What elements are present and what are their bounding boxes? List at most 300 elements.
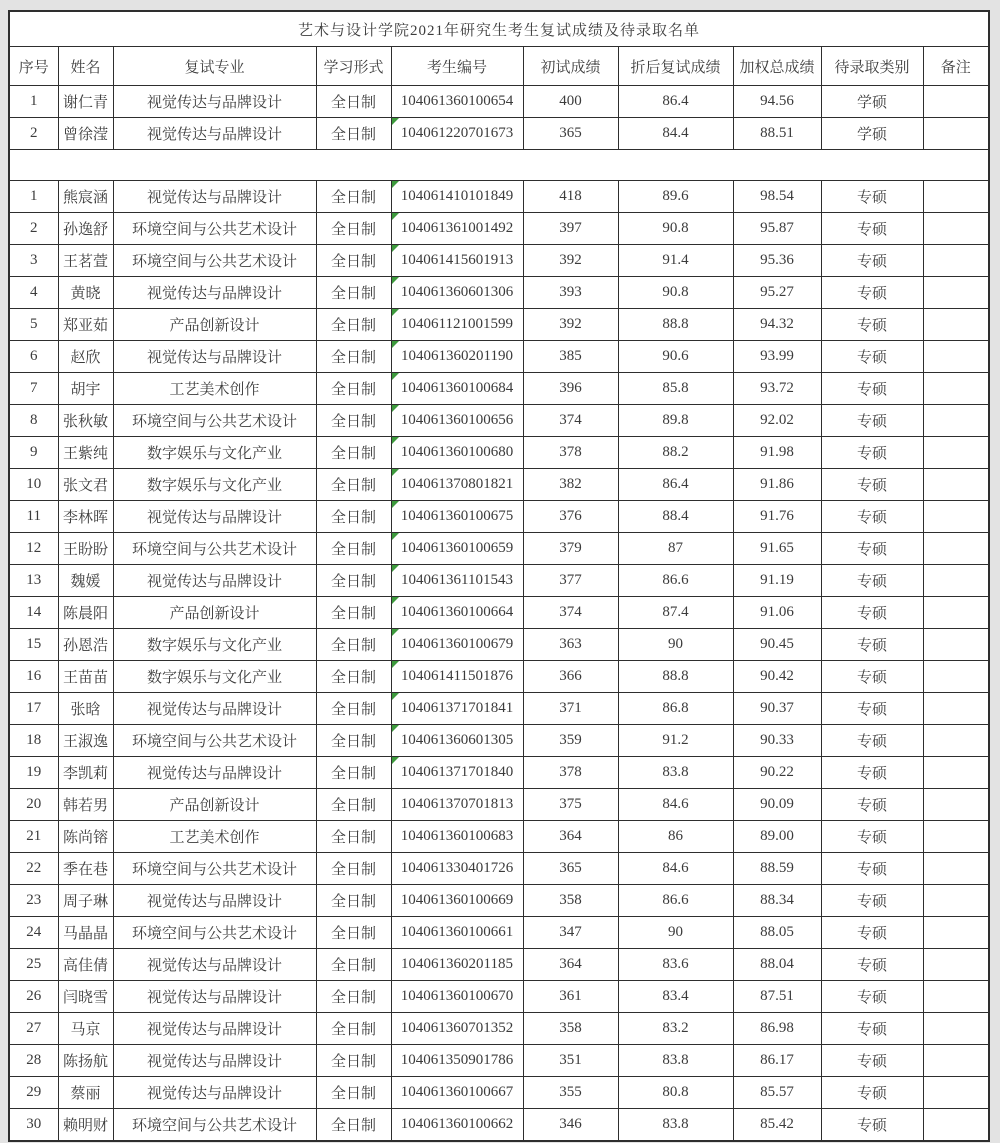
cell-name xyxy=(58,533,113,565)
cell-note xyxy=(923,789,989,821)
cell-name-text: 王苗苗 xyxy=(62,670,108,686)
cell-form xyxy=(316,181,391,213)
cell-major xyxy=(113,373,316,405)
number-stored-as-text-flag-icon xyxy=(392,725,399,732)
cell-initial-text: 366 xyxy=(559,668,582,684)
cell-category-text: 专硕 xyxy=(856,670,887,686)
cell-major xyxy=(113,405,316,437)
cell-initial-text: 347 xyxy=(559,924,582,940)
cell-id-text: 104061360601306 xyxy=(400,284,514,300)
cell-major-text: 视觉传达与品牌设计 xyxy=(146,1022,282,1038)
cell-major-text: 视觉传达与品牌设计 xyxy=(146,1054,282,1070)
cell-seq xyxy=(9,821,58,853)
cell-form-text: 全日制 xyxy=(330,127,376,143)
cell-name-text: 马京 xyxy=(70,1022,101,1038)
column-header-id: 考生编号 xyxy=(391,47,523,86)
cell-retest-text: 83.8 xyxy=(662,1116,689,1132)
cell-note xyxy=(923,309,989,341)
cell-id-text: 104061361101543 xyxy=(401,572,513,588)
cell-initial-text: 418 xyxy=(559,188,582,204)
cell-seq-text: 3 xyxy=(30,252,38,268)
cell-seq-text: 8 xyxy=(30,412,38,428)
cell-weighted xyxy=(733,597,821,629)
cell-name xyxy=(58,245,113,277)
cell-initial xyxy=(523,789,618,821)
column-header-name: 姓名 xyxy=(58,47,113,86)
cell-note xyxy=(923,405,989,437)
cell-id xyxy=(391,181,523,213)
cell-form xyxy=(316,597,391,629)
cell-initial-text: 392 xyxy=(559,252,582,268)
cell-weighted xyxy=(733,277,821,309)
cell-seq xyxy=(9,469,58,501)
cell-major xyxy=(113,501,316,533)
cell-weighted-text: 85.42 xyxy=(760,1116,794,1132)
cell-id-text: 104061415601913 xyxy=(400,252,514,268)
cell-name-text: 马晶晶 xyxy=(62,926,108,942)
cell-id-text: 104061330401726 xyxy=(400,860,514,876)
cell-form-text: 全日制 xyxy=(330,222,376,238)
cell-major xyxy=(113,885,316,917)
cell-retest-text: 83.4 xyxy=(662,988,689,1004)
cell-name xyxy=(58,853,113,885)
cell-category-text: 专硕 xyxy=(856,1022,887,1038)
cell-initial-text: 376 xyxy=(559,508,582,524)
cell-name-text: 曾徐滢 xyxy=(62,127,108,143)
cell-initial xyxy=(523,341,618,373)
cell-seq-text: 7 xyxy=(30,380,38,396)
cell-category xyxy=(821,917,923,949)
cell-category-text: 专硕 xyxy=(856,894,887,910)
cell-name xyxy=(58,629,113,661)
cell-major-text: 数字娱乐与文化产业 xyxy=(146,478,282,494)
cell-weighted xyxy=(733,437,821,469)
cell-form-text: 全日制 xyxy=(330,766,376,782)
cell-initial-text: 363 xyxy=(559,636,582,652)
cell-retest xyxy=(618,437,733,469)
cell-id-text: 104061350901786 xyxy=(400,1052,514,1068)
cell-major-text: 视觉传达与品牌设计 xyxy=(146,894,282,910)
cell-seq xyxy=(9,949,58,981)
cell-seq xyxy=(9,533,58,565)
cell-seq xyxy=(9,629,58,661)
cell-form-text: 全日制 xyxy=(330,830,376,846)
cell-initial xyxy=(523,118,618,150)
cell-id xyxy=(391,565,523,597)
cell-weighted-text: 95.27 xyxy=(760,284,794,300)
cell-major-text: 视觉传达与品牌设计 xyxy=(146,702,282,718)
cell-id-text: 104061220701673 xyxy=(400,125,514,141)
cell-major-text: 环境空间与公共艺术设计 xyxy=(131,734,297,750)
cell-category xyxy=(821,757,923,789)
cell-seq xyxy=(9,853,58,885)
cell-retest-text: 88.8 xyxy=(662,316,689,332)
cell-note xyxy=(923,1013,989,1045)
table-row xyxy=(9,725,989,757)
page-title: 艺术与设计学院2021年研究生考生复试成绩及待录取名单 xyxy=(9,11,989,47)
cell-major-text: 数字娱乐与文化产业 xyxy=(146,670,282,686)
cell-retest-text: 80.8 xyxy=(662,1084,689,1100)
number-stored-as-text-flag-icon xyxy=(392,213,399,220)
cell-category xyxy=(821,309,923,341)
separator-cell xyxy=(9,150,989,181)
cell-name-text: 张秋敏 xyxy=(62,414,108,430)
number-stored-as-text-flag-icon xyxy=(392,277,399,284)
cell-seq xyxy=(9,245,58,277)
cell-category-text: 专硕 xyxy=(856,542,887,558)
cell-note xyxy=(923,86,989,118)
cell-category xyxy=(821,693,923,725)
cell-weighted-text: 86.98 xyxy=(760,1020,794,1036)
cell-name xyxy=(58,789,113,821)
table-row xyxy=(9,565,989,597)
cell-initial-text: 375 xyxy=(559,796,582,812)
cell-major xyxy=(113,1013,316,1045)
cell-name-text: 黄晓 xyxy=(70,286,101,302)
cell-name xyxy=(58,661,113,693)
cell-note xyxy=(923,725,989,757)
cell-retest xyxy=(618,789,733,821)
cell-initial xyxy=(523,469,618,501)
cell-name-text: 孙恩浩 xyxy=(62,638,108,654)
cell-initial xyxy=(523,757,618,789)
cell-name xyxy=(58,213,113,245)
cell-seq xyxy=(9,917,58,949)
cell-seq-text: 19 xyxy=(26,764,42,780)
cell-retest-text: 90 xyxy=(668,636,683,652)
cell-weighted-text: 90.09 xyxy=(760,796,794,812)
cell-category-text: 专硕 xyxy=(856,414,887,430)
cell-category-text: 专硕 xyxy=(856,734,887,750)
table-row xyxy=(9,213,989,245)
cell-form xyxy=(316,1077,391,1109)
cell-initial xyxy=(523,1045,618,1077)
column-header-retest: 折后复试成绩 xyxy=(618,47,733,86)
cell-weighted-text: 91.98 xyxy=(760,444,794,460)
cell-form xyxy=(316,1109,391,1142)
cell-retest xyxy=(618,533,733,565)
cell-retest xyxy=(618,565,733,597)
cell-category xyxy=(821,118,923,150)
number-stored-as-text-flag-icon xyxy=(392,341,399,348)
cell-category-text: 专硕 xyxy=(856,254,887,270)
cell-category xyxy=(821,661,923,693)
cell-id-text: 104061360100656 xyxy=(400,412,514,428)
cell-initial-text: 396 xyxy=(559,380,582,396)
cell-note xyxy=(923,1109,989,1142)
cell-id-text: 104061360100684 xyxy=(400,380,514,396)
number-stored-as-text-flag-icon xyxy=(392,245,399,252)
cell-note xyxy=(923,853,989,885)
cell-retest-text: 86.4 xyxy=(662,93,689,109)
cell-major xyxy=(113,917,316,949)
cell-id xyxy=(391,597,523,629)
cell-major xyxy=(113,118,316,150)
cell-name-text: 蔡丽 xyxy=(70,1086,101,1102)
cell-note xyxy=(923,629,989,661)
cell-weighted xyxy=(733,853,821,885)
cell-seq xyxy=(9,1013,58,1045)
cell-seq-text: 2 xyxy=(30,220,38,236)
cell-initial-text: 374 xyxy=(559,412,582,428)
number-stored-as-text-flag-icon xyxy=(392,693,399,700)
cell-seq xyxy=(9,597,58,629)
cell-retest xyxy=(618,118,733,150)
cell-seq-text: 24 xyxy=(26,924,42,940)
cell-retest xyxy=(618,597,733,629)
cell-initial xyxy=(523,213,618,245)
cell-form-text: 全日制 xyxy=(330,318,376,334)
cell-seq-text: 28 xyxy=(26,1052,42,1068)
cell-id xyxy=(391,341,523,373)
cell-major xyxy=(113,341,316,373)
cell-weighted-text: 85.57 xyxy=(760,1084,794,1100)
cell-retest-text: 89.6 xyxy=(662,188,689,204)
cell-seq-text: 12 xyxy=(26,540,42,556)
cell-seq xyxy=(9,1077,58,1109)
cell-id-text: 104061360601305 xyxy=(400,732,514,748)
cell-form xyxy=(316,853,391,885)
cell-weighted-text: 91.06 xyxy=(760,604,794,620)
cell-major xyxy=(113,1045,316,1077)
cell-id xyxy=(391,693,523,725)
cell-initial-text: 400 xyxy=(559,93,582,109)
table-row xyxy=(9,437,989,469)
cell-retest xyxy=(618,277,733,309)
cell-weighted xyxy=(733,469,821,501)
cell-id-text: 104061360100669 xyxy=(400,892,514,908)
cell-category-text: 专硕 xyxy=(856,350,887,366)
cell-form xyxy=(316,789,391,821)
cell-category xyxy=(821,821,923,853)
cell-seq-text: 1 xyxy=(30,93,38,109)
cell-major-text: 数字娱乐与文化产业 xyxy=(146,446,282,462)
cell-seq-text: 11 xyxy=(26,508,41,524)
admission-score-table xyxy=(8,10,990,1142)
cell-retest-text: 86 xyxy=(668,828,683,844)
cell-weighted-text: 93.99 xyxy=(760,348,794,364)
cell-id-text: 104061360100679 xyxy=(400,636,514,652)
cell-weighted xyxy=(733,309,821,341)
cell-form-text: 全日制 xyxy=(330,542,376,558)
table-row xyxy=(9,341,989,373)
cell-retest xyxy=(618,949,733,981)
cell-initial-text: 379 xyxy=(559,540,582,556)
cell-name xyxy=(58,1077,113,1109)
cell-major-text: 环境空间与公共艺术设计 xyxy=(131,926,297,942)
cell-name-text: 郑亚茹 xyxy=(62,318,108,334)
table-row xyxy=(9,245,989,277)
cell-category xyxy=(821,373,923,405)
cell-retest-text: 90.8 xyxy=(662,284,689,300)
cell-seq-text: 1 xyxy=(30,188,38,204)
cell-retest-text: 83.8 xyxy=(662,764,689,780)
cell-weighted-text: 92.02 xyxy=(760,412,794,428)
cell-initial xyxy=(523,1109,618,1142)
cell-seq-text: 6 xyxy=(30,348,38,364)
cell-note xyxy=(923,373,989,405)
cell-initial xyxy=(523,853,618,885)
cell-initial-text: 346 xyxy=(559,1116,582,1132)
cell-name xyxy=(58,309,113,341)
cell-retest xyxy=(618,1109,733,1142)
cell-id xyxy=(391,533,523,565)
table-row xyxy=(9,949,989,981)
cell-major xyxy=(113,309,316,341)
cell-note xyxy=(923,661,989,693)
cell-note xyxy=(923,341,989,373)
cell-initial-text: 378 xyxy=(559,444,582,460)
cell-id xyxy=(391,1077,523,1109)
cell-seq-text: 22 xyxy=(26,860,42,876)
cell-seq xyxy=(9,86,58,118)
cell-name-text: 王茗萱 xyxy=(62,254,108,270)
cell-retest-text: 90.8 xyxy=(662,220,689,236)
table-row xyxy=(9,181,989,213)
cell-id-text: 104061360701352 xyxy=(400,1020,514,1036)
cell-category xyxy=(821,1077,923,1109)
cell-note xyxy=(923,565,989,597)
cell-weighted xyxy=(733,373,821,405)
cell-name xyxy=(58,501,113,533)
table-row xyxy=(9,86,989,118)
cell-initial xyxy=(523,1077,618,1109)
cell-id xyxy=(391,949,523,981)
cell-id-text: 104061360100659 xyxy=(400,540,514,556)
cell-seq xyxy=(9,437,58,469)
cell-id xyxy=(391,469,523,501)
cell-id xyxy=(391,1045,523,1077)
table-row xyxy=(9,277,989,309)
cell-seq-text: 16 xyxy=(26,668,42,684)
cell-weighted-text: 89.00 xyxy=(760,828,794,844)
cell-weighted-text: 95.36 xyxy=(760,252,794,268)
cell-name xyxy=(58,181,113,213)
cell-category-text: 专硕 xyxy=(856,1054,887,1070)
cell-major xyxy=(113,533,316,565)
cell-major-text: 环境空间与公共艺术设计 xyxy=(131,1118,297,1134)
cell-form-text: 全日制 xyxy=(330,414,376,430)
cell-name xyxy=(58,118,113,150)
cell-note xyxy=(923,917,989,949)
cell-id xyxy=(391,981,523,1013)
cell-weighted-text: 91.65 xyxy=(760,540,794,556)
table-row xyxy=(9,118,989,150)
cell-major xyxy=(113,1077,316,1109)
cell-retest xyxy=(618,501,733,533)
cell-form-text: 全日制 xyxy=(330,1054,376,1070)
cell-major-text: 视觉传达与品牌设计 xyxy=(146,350,282,366)
cell-seq-text: 26 xyxy=(26,988,42,1004)
cell-retest xyxy=(618,885,733,917)
cell-form xyxy=(316,1013,391,1045)
cell-weighted-text: 90.42 xyxy=(760,668,794,684)
cell-name xyxy=(58,917,113,949)
cell-seq-text: 29 xyxy=(26,1084,42,1100)
cell-retest xyxy=(618,821,733,853)
cell-category-text: 专硕 xyxy=(856,702,887,718)
cell-id-text: 104061360100662 xyxy=(400,1116,514,1132)
cell-note xyxy=(923,181,989,213)
cell-seq-text: 20 xyxy=(26,796,42,812)
cell-weighted xyxy=(733,405,821,437)
number-stored-as-text-flag-icon xyxy=(392,437,399,444)
cell-initial xyxy=(523,277,618,309)
cell-major-text: 视觉传达与品牌设计 xyxy=(146,510,282,526)
table-row xyxy=(9,885,989,917)
cell-id-text: 104061121001599 xyxy=(401,316,513,332)
cell-retest xyxy=(618,661,733,693)
cell-major xyxy=(113,245,316,277)
cell-seq xyxy=(9,501,58,533)
cell-retest xyxy=(618,981,733,1013)
cell-seq-text: 21 xyxy=(26,828,42,844)
cell-form xyxy=(316,725,391,757)
number-stored-as-text-flag-icon xyxy=(392,533,399,540)
cell-category-text: 专硕 xyxy=(856,926,887,942)
cell-weighted xyxy=(733,949,821,981)
cell-id xyxy=(391,917,523,949)
cell-category-text: 专硕 xyxy=(856,606,887,622)
cell-initial xyxy=(523,821,618,853)
cell-major-text: 工艺美术创作 xyxy=(169,830,260,846)
cell-category xyxy=(821,341,923,373)
cell-id xyxy=(391,309,523,341)
cell-category xyxy=(821,597,923,629)
cell-weighted-text: 90.45 xyxy=(760,636,794,652)
cell-major-text: 数字娱乐与文化产业 xyxy=(146,638,282,654)
cell-retest-text: 84.6 xyxy=(662,796,689,812)
cell-retest-text: 88.4 xyxy=(662,508,689,524)
cell-retest xyxy=(618,181,733,213)
cell-name xyxy=(58,1013,113,1045)
cell-seq xyxy=(9,661,58,693)
cell-seq-text: 15 xyxy=(26,636,42,652)
table-row xyxy=(9,917,989,949)
cell-seq-text: 2 xyxy=(30,125,38,141)
cell-weighted xyxy=(733,917,821,949)
cell-major-text: 视觉传达与品牌设计 xyxy=(146,190,282,206)
cell-seq-text: 4 xyxy=(30,284,38,300)
cell-weighted xyxy=(733,341,821,373)
table-row xyxy=(9,533,989,565)
cell-note xyxy=(923,981,989,1013)
cell-form xyxy=(316,533,391,565)
table-row xyxy=(9,629,989,661)
cell-name-text: 魏媛 xyxy=(70,574,101,590)
cell-initial xyxy=(523,1013,618,1045)
cell-major xyxy=(113,661,316,693)
cell-note xyxy=(923,1045,989,1077)
cell-major xyxy=(113,629,316,661)
cell-weighted xyxy=(733,1109,821,1142)
cell-major xyxy=(113,789,316,821)
number-stored-as-text-flag-icon xyxy=(392,469,399,476)
cell-weighted-text: 87.51 xyxy=(760,988,794,1004)
cell-retest-text: 91.2 xyxy=(662,732,689,748)
cell-seq xyxy=(9,341,58,373)
cell-note xyxy=(923,949,989,981)
cell-note xyxy=(923,757,989,789)
table-row xyxy=(9,1045,989,1077)
cell-id-text: 104061370701813 xyxy=(400,796,514,812)
cell-category-text: 专硕 xyxy=(856,798,887,814)
number-stored-as-text-flag-icon xyxy=(392,501,399,508)
cell-major-text: 环境空间与公共艺术设计 xyxy=(131,414,297,430)
cell-id-text: 104061410101849 xyxy=(400,188,514,204)
cell-weighted xyxy=(733,565,821,597)
cell-category-text: 专硕 xyxy=(856,286,887,302)
